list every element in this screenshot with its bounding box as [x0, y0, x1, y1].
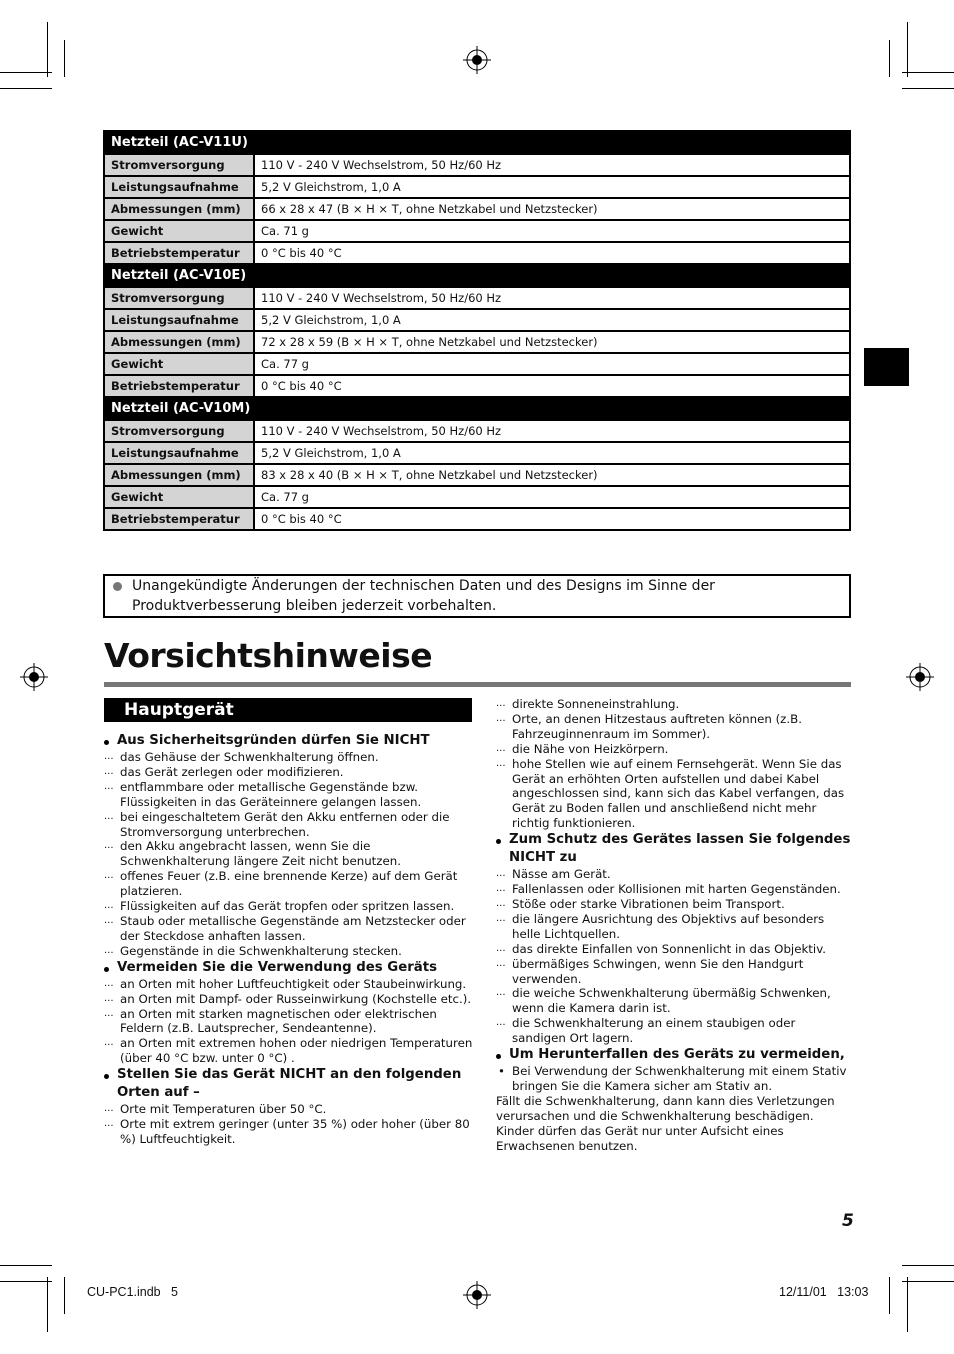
list-item [496, 942, 852, 957]
list-item-text: Nässe am Gerät. [512, 867, 611, 882]
list-item-text: die weiche Schwenkhalterung übermäßig Schwenken, wenn die Kamera darin ist. [512, 986, 831, 1016]
list-item-text: Orte mit Temperaturen über 50 °C. [120, 1102, 327, 1117]
table-row [104, 420, 850, 442]
list-heading [496, 831, 852, 867]
list-item-text: den Akku angebracht lassen, wenn Sie die Schwenkhalterung längere Zeit nicht benutzen. [120, 839, 401, 869]
list-item-text: die Schwenkhalterung an einem staubigen oder sandigen Ort lagern. [512, 1016, 796, 1046]
spec-value: 83 x 28 x 40 (B × H × T, ohne Netzkabel und Netzstecker) [254, 464, 850, 486]
spec-label: Abmessungen (mm) [104, 331, 254, 353]
table-row [104, 486, 850, 508]
section-heading [104, 698, 472, 722]
spec-table [103, 130, 851, 531]
ellipsis-marker: ... [104, 1118, 114, 1130]
spec-label: Stromversorgung [104, 420, 254, 442]
section-heading-text: Hauptgerät [124, 700, 234, 720]
ellipsis-marker: ... [104, 780, 114, 792]
list-item [496, 912, 852, 942]
spec-section-header [104, 397, 850, 420]
spec-value: 5,2 V Gleichstrom, 1,0 A [254, 176, 850, 198]
crop-mark [64, 40, 65, 77]
registration-mark-icon [906, 663, 934, 691]
crop-mark [47, 1277, 48, 1332]
left-column [104, 732, 474, 1147]
spec-label: Abmessungen (mm) [104, 464, 254, 486]
list-item-text: Gegenstände in die Schwenkhalterung stecken. [120, 943, 402, 958]
list-item-text: übermäßiges Schwingen, wenn Sie den Handgurt verwenden. [512, 956, 804, 986]
list-item [104, 944, 474, 959]
ellipsis-marker: ... [104, 840, 114, 852]
crop-mark [0, 72, 52, 73]
crop-mark [0, 88, 52, 89]
spec-value: Ca. 77 g [254, 486, 850, 508]
table-row [104, 154, 850, 176]
spec-label: Betriebstemperatur [104, 375, 254, 397]
list-item [496, 1064, 852, 1094]
spec-label: Betriebstemperatur [104, 508, 254, 530]
list-item-text: an Orten mit starken magnetischen oder elektrischen Feldern (z.B. Lautsprecher, Sendeantenne). [120, 1006, 437, 1036]
paragraph-text: Fällt die Schwenkhalterung, dann kann dies Verletzungen verursachen und die Schwenkhalterung beschädigen. [496, 1093, 835, 1123]
list-item [104, 977, 474, 992]
table-row [104, 220, 850, 242]
table-row [104, 242, 850, 264]
crop-mark [902, 1281, 954, 1282]
ellipsis-marker: ... [104, 870, 114, 882]
list-item-text: das Gerät zerlegen oder modifizieren. [120, 764, 344, 779]
list-item [104, 1117, 474, 1147]
list-item [104, 1007, 474, 1037]
list-item-text: bei eingeschaltetem Gerät den Akku entfernen oder die Stromversorgung unterbrechen. [120, 809, 450, 839]
list-item [496, 712, 852, 742]
spec-label: Leistungsaufnahme [104, 309, 254, 331]
list-heading [496, 1046, 852, 1064]
spec-value: 5,2 V Gleichstrom, 1,0 A [254, 309, 850, 331]
table-row [104, 331, 850, 353]
list-item [496, 897, 852, 912]
list-item [496, 957, 852, 987]
ellipsis-marker: ... [496, 987, 506, 999]
notice-text: Unangekündigte Änderungen der technischen Daten und des Designs im Sinne der Produktverbesserung bleiben jederzeit vorbehalten. [132, 578, 715, 614]
ellipsis-marker: ... [104, 810, 114, 822]
paragraph-text: Kinder dürfen das Gerät nur unter Aufsicht eines Erwachsenen benutzen. [496, 1123, 784, 1153]
ellipsis-marker: ... [104, 1007, 114, 1019]
spec-value: 66 x 28 x 47 (B × H × T, ohne Netzkabel und Netzstecker) [254, 198, 850, 220]
list-item-text: Orte, an denen Hitzestaus auftreten können (z.B. Fahrzeuginnenraum im Sommer). [512, 711, 802, 741]
bullet-icon [496, 1054, 501, 1059]
spec-label: Gewicht [104, 486, 254, 508]
ellipsis-marker: ... [496, 868, 506, 880]
list-item-text: Stöße oder starke Vibrationen beim Transport. [512, 896, 785, 911]
spec-value: Ca. 77 g [254, 353, 850, 375]
spec-label: Leistungsaufnahme [104, 176, 254, 198]
list-heading [104, 959, 474, 977]
spec-section-title: Netzteil (AC-V10M) [104, 397, 850, 420]
ellipsis-marker: ... [104, 1103, 114, 1115]
list-item [496, 986, 852, 1016]
list-heading [104, 1066, 474, 1102]
list-heading-text: Vermeiden Sie die Verwendung des Geräts [117, 959, 438, 975]
list-heading [104, 732, 474, 750]
list-item [104, 1102, 474, 1117]
list-item-text: entflammbare oder metallische Gegenstände bzw. Flüssigkeiten in das Geräteinnere gelangen lassen. [120, 779, 422, 809]
spec-label: Stromversorgung [104, 154, 254, 176]
footer-file-info: CU-PC1.indb 5 [87, 1285, 179, 1299]
list-item [496, 1016, 852, 1046]
list-item-text: Flüssigkeiten auf das Gerät tropfen oder spritzen lassen. [120, 899, 455, 914]
ellipsis-marker: ... [496, 1017, 506, 1029]
ellipsis-marker: ... [104, 751, 114, 762]
list-heading-text: Zum Schutz des Gerätes lassen Sie folgendes NICHT zu [509, 832, 851, 866]
list-item [104, 750, 474, 765]
crop-mark [902, 88, 954, 89]
list-item [104, 780, 474, 810]
table-row [104, 309, 850, 331]
table-row [104, 287, 850, 309]
ellipsis-marker: ... [496, 942, 506, 954]
spec-value: 0 °C bis 40 °C [254, 375, 850, 397]
list-item [104, 839, 474, 869]
list-item-text: an Orten mit hoher Luftfeuchtigkeit oder Staubeinwirkung. [120, 976, 467, 991]
ellipsis-marker: ... [104, 944, 114, 956]
ellipsis-marker: ... [104, 992, 114, 1004]
spec-value: 110 V - 240 V Wechselstrom, 50 Hz/60 Hz [254, 287, 850, 309]
list-item-text: Staub oder metallische Gegenstände am Netzstecker oder der Steckdose anhaften lassen. [120, 913, 466, 943]
ellipsis-marker: ... [104, 1037, 114, 1049]
ellipsis-marker: ... [496, 712, 506, 724]
crop-mark [0, 1265, 52, 1266]
spec-value: 72 x 28 x 59 (B × H × T, ohne Netzkabel und Netzstecker) [254, 331, 850, 353]
crop-mark [907, 22, 908, 77]
ellipsis-marker: ... [496, 757, 506, 769]
spec-section-title: Netzteil (AC-V11U) [104, 131, 850, 154]
list-item-text: die längere Ausrichtung des Objektivs auf besonders helle Lichtquellen. [512, 911, 825, 941]
list-item-text: Orte mit extrem geringer (unter 35 %) oder hoher (über 80 %) Luftfeuchtigkeit. [120, 1117, 470, 1146]
spec-value: 5,2 V Gleichstrom, 1,0 A [254, 442, 850, 464]
bullet-icon [104, 967, 109, 972]
spec-section-header [104, 131, 850, 154]
ellipsis-marker: ... [104, 900, 114, 912]
list-item-text: hohe Stellen wie auf einem Fernsehgerät. Wenn Sie das Gerät an erhöhten Orten aufstellen und dabei Kabel angeschlossen sind, kann sich das Kabel verfangen, das Gerät zu Boden fallen und anschließend nicht mehr richtig funktionieren. [512, 756, 845, 831]
table-row [104, 198, 850, 220]
ellipsis-marker: ... [496, 698, 506, 709]
table-row [104, 176, 850, 198]
spec-label: Abmessungen (mm) [104, 198, 254, 220]
list-item-text: Fallenlassen oder Kollisionen mit harten Gegenständen. [512, 882, 841, 897]
list-item-text: an Orten mit extremen hohen oder niedrigen Temperaturen (über 40 °C bzw. unter 0 °C) . [120, 1036, 473, 1066]
ellipsis-marker: ... [496, 742, 506, 754]
list-item [104, 899, 474, 914]
list-item-text: das Gehäuse der Schwenkhalterung öffnen. [120, 750, 379, 764]
list-item-text: die Nähe von Heizkörpern. [512, 741, 669, 756]
footer-timestamp: 12/11/01 13:03 [779, 1285, 869, 1299]
list-item [104, 869, 474, 899]
list-item [104, 810, 474, 840]
list-heading-text: Aus Sicherheitsgründen dürfen Sie NICHT [117, 733, 430, 748]
list-item [496, 882, 852, 897]
list-item [496, 742, 852, 757]
list-item-text: offenes Feuer (z.B. eine brennende Kerze) auf dem Gerät platzieren. [120, 869, 458, 899]
table-row [104, 353, 850, 375]
registration-mark-icon [463, 1281, 491, 1309]
ellipsis-marker: ... [496, 897, 506, 909]
list-item [104, 765, 474, 780]
spec-label: Leistungsaufnahme [104, 442, 254, 464]
bullet-icon [104, 1074, 109, 1079]
table-row [104, 508, 850, 530]
bullet-icon: • [498, 1064, 505, 1079]
list-item [104, 1036, 474, 1066]
crop-mark [902, 1265, 954, 1266]
list-heading-text: Stellen Sie das Gerät NICHT an den folgenden Orten auf – [117, 1067, 462, 1101]
ellipsis-marker: ... [104, 914, 114, 926]
crop-mark [64, 1277, 65, 1314]
spec-section-title: Netzteil (AC-V10E) [104, 264, 850, 287]
registration-mark-icon [20, 663, 48, 691]
table-row [104, 464, 850, 486]
list-item [496, 867, 852, 882]
list-item-text: direkte Sonneneinstrahlung. [512, 697, 680, 711]
list-item [496, 757, 852, 832]
spec-value: Ca. 71 g [254, 220, 850, 242]
right-column [496, 697, 852, 1153]
registration-mark-icon [463, 46, 491, 74]
list-item [496, 697, 852, 712]
table-row [104, 375, 850, 397]
bullet-icon [113, 582, 122, 591]
table-row [104, 442, 850, 464]
ellipsis-marker: ... [496, 957, 506, 969]
spec-label: Betriebstemperatur [104, 242, 254, 264]
spec-section-header [104, 264, 850, 287]
list-heading-text: Um Herunterfallen des Geräts zu vermeiden, [509, 1047, 845, 1063]
spec-value: 0 °C bis 40 °C [254, 508, 850, 530]
page-number: 5 [842, 1211, 854, 1231]
crop-mark [0, 1281, 52, 1282]
spec-value: 110 V - 240 V Wechselstrom, 50 Hz/60 Hz [254, 154, 850, 176]
list-item-text: an Orten mit Dampf- oder Russeinwirkung (Kochstelle etc.). [120, 991, 472, 1006]
page-title: Vorsichtshinweise [104, 636, 433, 675]
spec-label: Stromversorgung [104, 287, 254, 309]
section-tab-marker [864, 348, 909, 386]
crop-mark [47, 22, 48, 77]
title-divider [104, 682, 851, 687]
bullet-icon [104, 740, 109, 745]
spec-value: 0 °C bis 40 °C [254, 242, 850, 264]
paragraph [496, 1094, 852, 1124]
crop-mark [907, 1277, 908, 1332]
paragraph [496, 1124, 852, 1154]
crop-mark [902, 72, 954, 73]
spec-value: 110 V - 240 V Wechselstrom, 50 Hz/60 Hz [254, 420, 850, 442]
spec-label: Gewicht [104, 353, 254, 375]
ellipsis-marker: ... [496, 883, 506, 895]
crop-mark [889, 1277, 890, 1314]
ellipsis-marker: ... [104, 765, 114, 777]
ellipsis-marker: ... [104, 977, 114, 989]
ellipsis-marker: ... [496, 912, 506, 924]
crop-mark [889, 40, 890, 77]
bullet-icon [496, 839, 501, 844]
list-item-text: das direkte Einfallen von Sonnenlicht in das Objektiv. [512, 941, 827, 956]
spec-label: Gewicht [104, 220, 254, 242]
notice-box [103, 574, 851, 618]
list-item [104, 914, 474, 944]
list-item-text: Bei Verwendung der Schwenkhalterung mit einem Stativ bringen Sie die Kamera sicher am Stativ an. [512, 1064, 847, 1093]
list-item [104, 992, 474, 1007]
